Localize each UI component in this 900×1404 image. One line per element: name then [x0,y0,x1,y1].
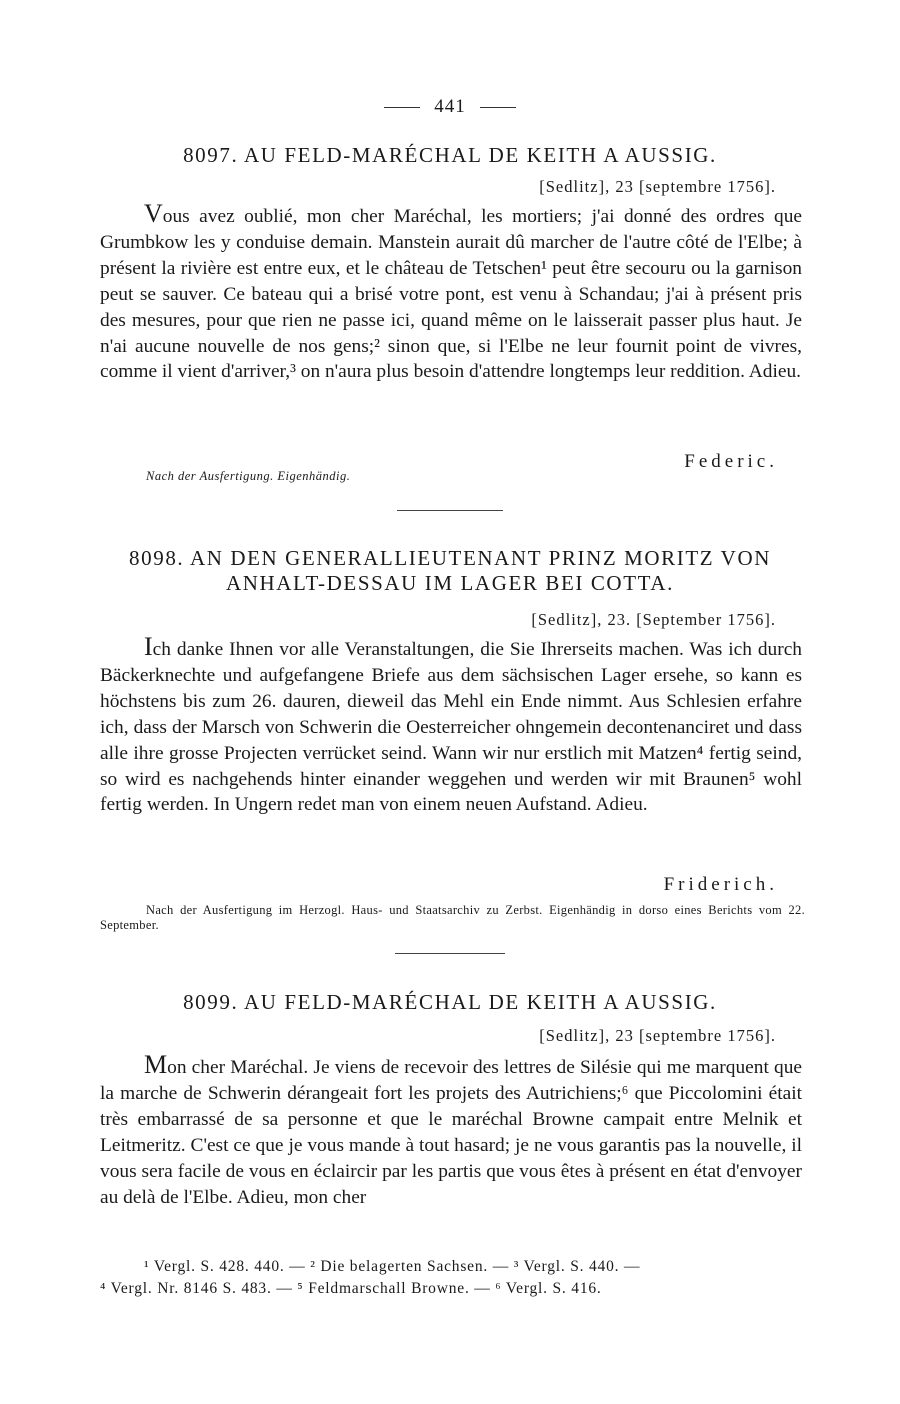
section-divider-2 [395,953,505,954]
letter-8098-heading-line1: 8098. AN DEN GENERALLIEUTENANT PRINZ MORITZ VON [129,546,771,570]
letter-8097-source: Nach der Ausfertigung. Eigenhändig. [146,469,351,483]
letter-8099-initial: M [144,1050,168,1079]
letter-8098-signature: Friderich. [663,874,778,895]
letter-8097-heading: 8097. AU FELD-MARÉCHAL DE KEITH A AUSSIG. [183,143,717,167]
letter-8097-dateline: [Sedlitz], 23 [septembre 1756]. [539,177,776,196]
letter-8098-initial: I [144,632,153,661]
letter-8099-text: on cher Maréchal. Je viens de recevoir des lettres de Silésie qui me marquent que la marche de Schwerin dérangeait fort les projets des Autrichiens;⁶ que Piccolomini était très embarrassé de sa personne et que le maréchal Browne campait entre Melnik et Leitmeritz. C'est ce que je vous mande à tout hasard; je ne vous garantis pas la nouvelle, il vous sera facile de vous en éclaircir par les partis que vous êtes à présent en état d'envoyer au delà de l'Elbe. Adieu, mon cher [100,1057,802,1208]
letter-8099-body [100,1052,802,1210]
letter-8098-heading-line2: ANHALT-DESSAU IM LAGER BEI COTTA. [226,571,674,595]
letter-8098-text: ch danke Ihnen vor alle Veranstaltungen, die Sie Ihrerseits machen. Was ich durch Bäckerknechte und aufgefangene Briefe aus dem sächsischen Lager ersehe, so kann es höchstens bis zum 26. dauren, dieweil das Mehl ein Ende nimmt. Aus Schlesien erfahre ich, dass der Marsch von Schwerin die Oesterreicher ohngemein decontenanciret und dass alle ihre grosse Projecten verrücket seind. Wann wir nur erstlich mit Matzen⁴ fertig seind, so wird es nachgehends hinter einander weggehen und werden wir mit Braunen⁵ wohl fertig werden. In Ungern redet man von einem neuen Aufstand. Adieu. [100,639,802,816]
letter-8097-text: ous avez oublié, mon cher Maréchal, les mortiers; j'ai donné des ordres que Grumbkow les y conduise demain. Manstein aurait dû marcher de l'autre côté de l'Elbe; à présent la rivière est entre eux, et le château de Tetschen¹ peut être secouru ou la garnison peut se sauver. Ce bateau qui a brisé votre pont, est venu à Schandau; j'ai à présent pris des mesures, pour que rien ne passe ici, quand même on le laisserait passer plus haut. Je n'ai aucune nouvelle de nos gens;² sinon que, si l'Elbe ne leur fournit point de vivres, comme il vient d'arriver,³ on n'aura plus besoin d'attendre longtemps leur reddition. Adieu. [100,206,802,383]
footnote-line-2: ⁴ Vergl. Nr. 8146 S. 483. — ⁵ Feldmarschall Browne. — ⁶ Vergl. S. 416. [100,1280,602,1297]
letter-8098-source: Nach der Ausfertigung im Herzogl. Haus- und Staatsarchiv zu Zerbst. Eigenhändig in dorso eines Berichts vom 22. September. [100,903,805,932]
letter-8097-body [100,201,802,385]
page-number-text: 441 [434,96,466,117]
letter-8098-body [100,634,802,818]
footnote-line-1: ¹ Vergl. S. 428. 440. — ² Die belagerten Sachsen. — ³ Vergl. S. 440. — [144,1258,641,1275]
page-number-dash-left [384,107,420,108]
letter-8098-dateline: [Sedlitz], 23. [September 1756]. [531,610,776,629]
letter-8099-dateline: [Sedlitz], 23 [septembre 1756]. [539,1026,776,1045]
page-number [0,96,900,118]
section-divider-1 [397,510,503,511]
letter-8097-signature: Federic. [684,451,778,472]
letter-8097-initial: V [144,199,163,228]
footnotes [100,1256,802,1300]
page-number-dash-right [480,107,516,108]
letter-8099-heading: 8099. AU FELD-MARÉCHAL DE KEITH A AUSSIG. [183,990,717,1014]
